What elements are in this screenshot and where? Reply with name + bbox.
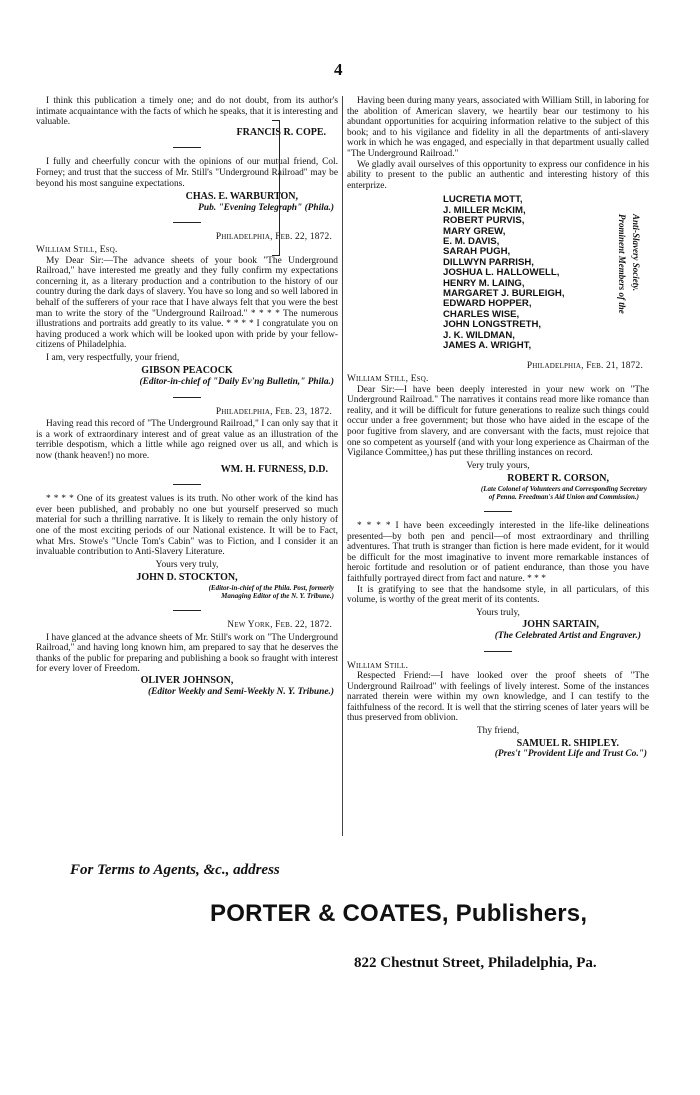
testimonial-corson-text: Dear Sir:—I have been deeply interested in your new work on "The Underground Railroad." The narratives it contains read more like romance than reality, and it will be difficult for future generations to realize such things could occur under a free government; but those who have aided in the escape of the poor fugitive from slavery, and are conversant with the facts, must rejoice that one so competent as yourself (and with your long experience as Chairman of the Vigilance Committee,) has put these thrilling instances on record. [347,384,649,459]
testimonial-society-text-2: We gladly avail ourselves of this opportunity to express our confidence in his ability to present to the public an authentic and interesting history of this enterprize. [347,159,649,191]
member-name: E. M. DAVIS, [443,235,500,247]
testimonial-sartain-text: * * * * I have been exceedingly interested in the life-like delineations presented—by both pen and pencil—of most extraordinary and thrilling adventures. That truth is stranger than fiction is here made evident, for it would be difficult for the most imaginative to invent more remarkable instances of heroic fortitude and resolution or of patient endurance, than those you have faithfully portrayed direct from fact and nature. * * * [347,520,649,584]
testimonial-stockton-text: * * * * One of its greatest values is its truth. No other work of the kind has ever been published, and probably no one but yourself preserved so much material for such a thrilling narrative. It is likely to remain the only history of one of the most exciting periods of our National existence. It will be to Fact, what Mrs. Stowe's "Uncle Tom's Cabin" was to Fiction, and I consider it an invaluable contribution to Anti-Slavery Literature. [36,494,338,558]
signature-sartain: JOHN SARTAIN, [522,619,599,631]
publisher-address: 822 Chestnut Street, Philadelphia, Pa. [354,955,597,971]
address-peacock: William Still, Esq. [36,244,118,255]
signature-corson: ROBERT R. CORSON, [507,473,609,485]
right-column [347,96,649,760]
member-name: JOSHUA L. HALLOWELL, [443,267,560,279]
address-corson: William Still, Esq. [347,374,429,385]
testimonial-johnson-text: I have glanced at the advance sheets of Mr. Still's work on "The Underground Railroad," and having long known him, am prepared to say that he deserves the thanks of the public for preparing and publishing a book so fraught with interest for every lover of Freedom. [36,632,338,675]
society-side-note [612,214,650,354]
testimonial-society-text: Having been during many years, associated with William Still, in laboring for the abolition of American slavery, we heartily bear our testimony to his abundant opportunities for acquiring information relative to the subject of this book; and to his vigilance and fidelity in all the departments of anti-slavery work in which he was engaged, and especially in that department usually called "The Underground Railroad." [347,96,649,159]
signature-johnson-title: (Editor Weekly and Semi-Weekly N. Y. Tribune.) [147,686,334,697]
side-note-line-2: Anti-Slavery Society. [631,214,641,292]
closing-shipley: Thy friend, [476,726,520,737]
society-member-list [443,195,618,351]
dateline-johnson: New York, Feb. 22, 1872. [227,619,332,630]
member-name: MARY GREW, [443,225,506,237]
divider [173,610,201,611]
signature-sartain-title: (The Celebrated Artist and Engraver.) [494,630,641,641]
signature-warburton-title: Pub. "Evening Telegraph" (Phila.) [198,202,334,213]
column-divider [342,96,343,836]
side-note-line-1: Prominent Members of the [617,214,627,314]
divider [484,651,512,652]
divider [173,222,201,223]
dateline-furness: Philadelphia, Feb. 23, 1872. [215,406,332,417]
signature-corson-title-1: (Late Colonel of Volunteers and Corresponding Secretary [480,484,647,493]
divider [173,484,201,485]
testimonial-furness-text: Having read this record of "The Underground Railroad," I can only say that it is a work of extraordinary interest and of great value as an illustration of the terrible despotism, which a little while ago reigned over us all, and which is now (thank heaven!) no more. [36,419,338,462]
member-name: DILLWYN PARRISH, [443,256,534,268]
signature-cope: FRANCIS R. COPE. [236,126,326,138]
signature-shipley-title: (Pres't "Provident Life and Trust Co.") [494,749,647,760]
testimonial-warburton-text: I fully and cheerfully concur with the opinions of our mutual friend, Col. Forney; and trust that the success of Mr. Still's "Underground Railroad" may be beyond his most sanguine expectations. [36,157,338,189]
signature-peacock: GIBSON PEACOCK [141,365,233,377]
signature-furness: WM. H. FURNESS, D.D. [220,463,328,475]
publisher-name: PORTER & COATES, Publishers, [210,900,588,927]
testimonial-sartain-text-2: It is gratifying to see that the handsome style, in all particulars, of this volume, is worthy of the great merit of its contents. [347,584,649,606]
member-name: CHARLES WISE, [443,308,520,320]
signature-warburton: CHAS. E. WARBURTON, [185,191,298,203]
signature-stockton-title-1: (Editor-in-chief of the Phila. Post, formerly [208,583,334,592]
signature-stockton: JOHN D. STOCKTON, [136,572,238,584]
signature-peacock-title: (Editor-in-chief of "Daily Ev'ng Bulletin," Phila.) [139,377,334,388]
divider [173,397,201,398]
testimonial-peacock-text: My Dear Sir:—The advance sheets of your book "The Underground Railroad," have interested me greatly and they fully confirm my expectations concerning it, as a literary production and a contribution to the history of our country during the dark days of slavery. You have so long and so well labored in behalf of the sufferers of your race that I have always felt that you were the best man to write the story of the "Underground Railroad." * * * * The numerous illustrations and portraits add greatly to its value. * * * * I congratulate you on having produced a work which will be looked upon with pride by your fellow-citizens of Philadelphia. [36,255,338,351]
divider [173,147,201,148]
signature-stockton-title-2: Managing Editor of the N. Y. Tribune.) [221,592,334,601]
closing-corson: Very truly yours, [466,460,530,471]
member-name: MARGARET J. BURLEIGH, [443,288,565,299]
signature-shipley: SAMUEL R. SHIPLEY. [516,737,619,749]
page-number: 4 [334,60,343,79]
member-name: ROBERT PURVIS, [443,215,525,227]
signature-corson-title-2: of Penna. Freedman's Aid Union and Commission.) [488,493,639,502]
closing-peacock: I am, very respectfully, your friend, [46,352,180,363]
member-name: JAMES A. WRIGHT, [443,340,532,352]
member-name: HENRY M. LAING, [443,277,525,289]
testimonial-cope-text: I think this publication a timely one; and do not doubt, from its author's intimate acquaintance with the facts of which he speaks, that it is interesting and valuable. [36,96,338,128]
signature-johnson: OLIVER JOHNSON, [140,674,234,686]
member-name: JOHN LONGSTRETH, [443,319,542,331]
left-column [36,96,338,697]
closing-sartain: Yours truly, [476,607,520,618]
testimonial-shipley-text: Respected Friend:—I have looked over the proof sheets of "The Underground Railroad" with feelings of lively interest. Some of the instances narrated therein were within my own knowledge, and I can testify to the faithfulness of the record. It is well that the stirring scenes of later years will be thus preserved from oblivion. [347,671,649,724]
dateline-corson: Philadelphia, Feb. 21, 1872. [526,361,643,372]
member-list-brace [272,120,280,256]
member-name: SARAH PUGH, [443,246,511,258]
divider [484,511,512,512]
dateline-peacock: Philadelphia, Feb. 22, 1872. [215,232,332,243]
member-name: J. K. WILDMAN, [443,329,515,341]
address-shipley: William Still. [347,660,409,671]
member-name: EDWARD HOPPER, [443,298,532,310]
member-name: LUCRETIA MOTT, [443,194,523,206]
terms-heading: For Terms to Agents, &c., address [70,862,280,878]
member-name: J. MILLER McKIM, [443,204,526,216]
closing-stockton: Yours very truly, [155,559,219,570]
